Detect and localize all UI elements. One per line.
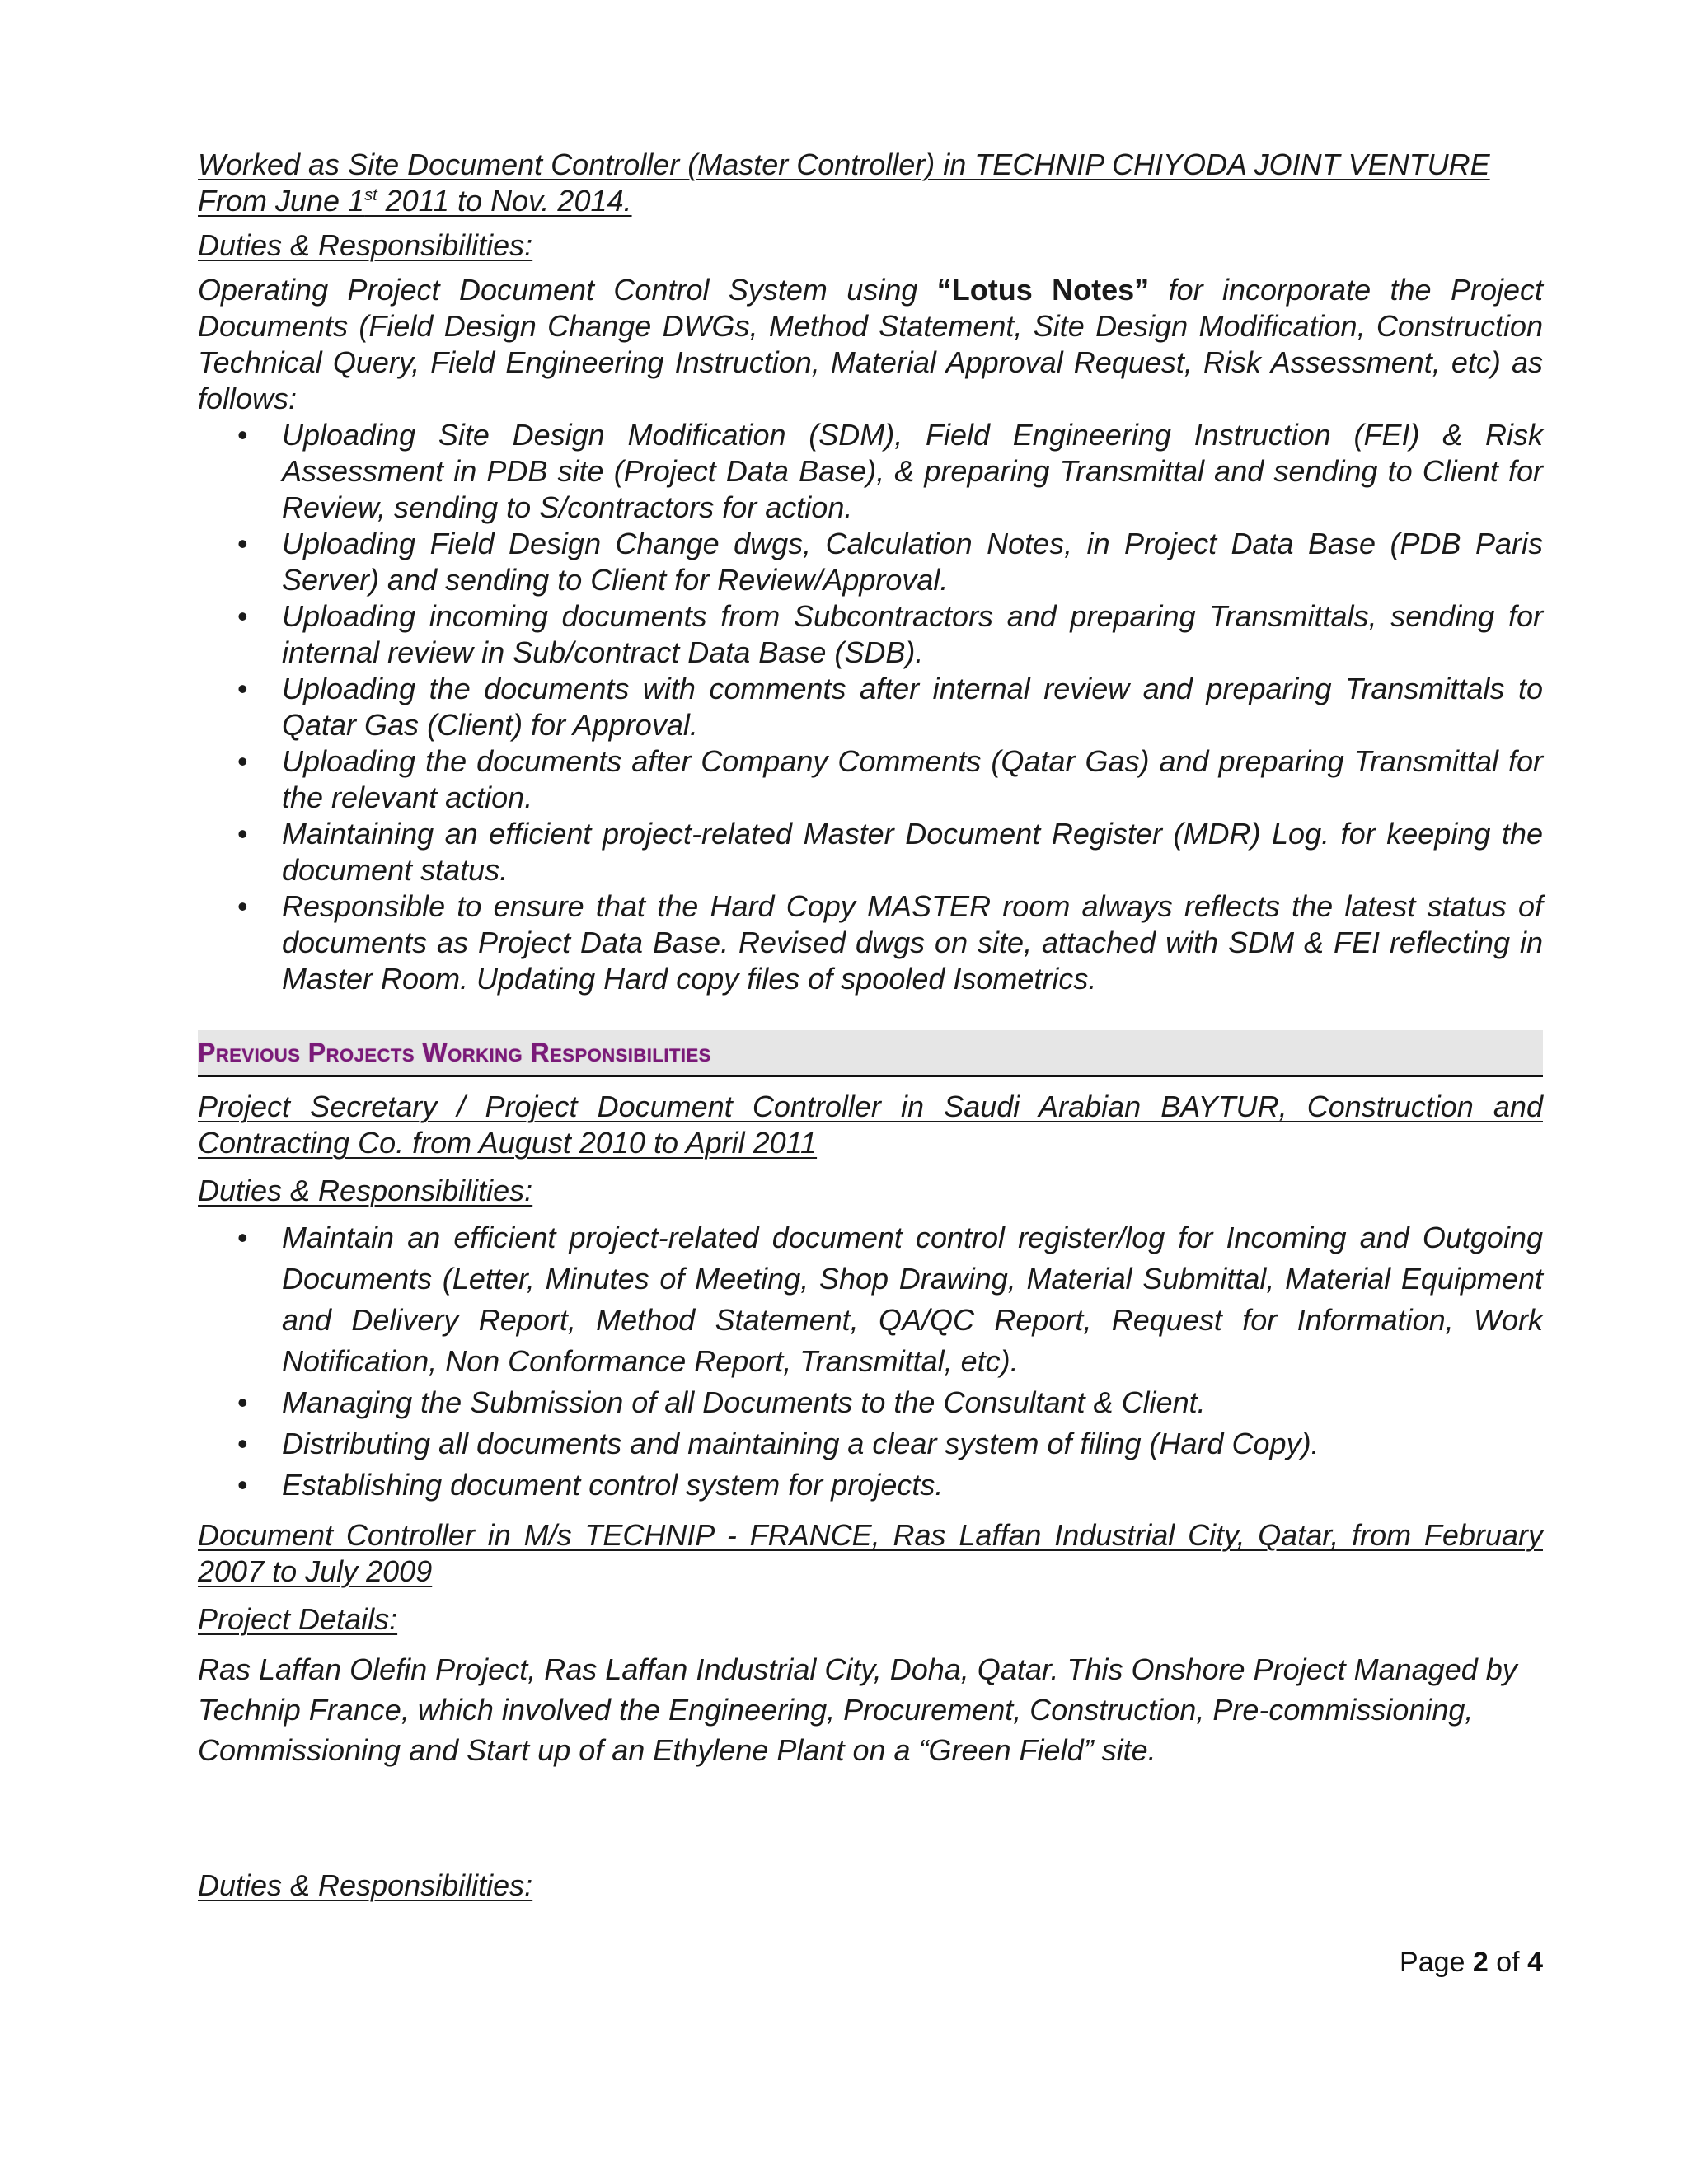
bullet-icon: • (237, 418, 248, 452)
bullet-icon: • (237, 1468, 248, 1502)
list-item (198, 888, 1543, 997)
page-footer (1400, 1947, 1543, 1979)
job1-heading-date-pre: From June 1 (198, 184, 365, 218)
job2-heading: Project Secretary / Project Document Controller in Saudi Arabian BAYTUR, Construction and Contracting Co. from August 2010 to April 2011 (198, 1090, 1543, 1160)
bullet-icon: • (237, 1427, 248, 1460)
list-item (198, 671, 1543, 743)
page-number: 2 (1472, 1947, 1489, 1978)
page-of-label: of (1496, 1947, 1520, 1978)
page-total: 4 (1527, 1947, 1543, 1978)
list-item (198, 1217, 1543, 1382)
bullet-icon: • (237, 889, 248, 923)
job1-heading-line1: Worked as Site Document Controller (Master Controller) in TECHNIP CHIYODA JOINT VENTURE (198, 148, 1490, 181)
job1-heading-date-sup: st (364, 186, 377, 204)
job1-intro-lotus-notes: “Lotus Notes” (936, 273, 1150, 307)
job3-heading: Document Controller in M/s TECHNIP - FRANCE, Ras Laffan Industrial City, Qatar, from February 2007 to July 2009 (198, 1518, 1543, 1588)
list-item-text: Maintain an efficient project-related document control register/log for Incoming and Outgoing Documents (Letter, Minutes of Meeting, Shop Drawing, Material Submittal, Material Equipment and Delivery Report, Method Statement, QA/QC Report, Request for Information, Work Notification, Non Conformance Report, Transmittal, etc). (282, 1221, 1543, 1378)
job3-details-text: Ras Laffan Olefin Project, Ras Laffan Industrial City, Doha, Qatar. This Onshore Project Managed by Technip France, which involved the Engineering, Procurement, Construction, Pre-commissioning, Commissioning and Start up of an Ethylene Plant on a “Green Field” site. (198, 1652, 1517, 1767)
job3-details-label: Project Details: (198, 1602, 398, 1636)
job1-duties-label: Duties & Responsibilities: (198, 228, 533, 262)
list-item (198, 816, 1543, 888)
list-item (198, 1465, 1543, 1506)
job1-bullet-list (198, 417, 1543, 997)
resume-page (198, 147, 1543, 1904)
section-title: Previous Projects Working Responsibilities (198, 1038, 711, 1067)
list-item-text: Responsible to ensure that the Hard Copy MASTER room always reflects the latest status of documents as Project Data Base. Revised dwgs on site, attached with SDM & FEI reflecting in Master Room. Updating Hard copy files of spooled Isometrics. (282, 889, 1543, 996)
list-item-text: Uploading Site Design Modification (SDM), Field Engineering Instruction (FEI) & Risk Assessment in PDB site (Project Data Base), & preparing Transmittal and sending to Client for Review, sending to S/contractors for action. (282, 418, 1543, 524)
bullet-icon: • (237, 744, 248, 778)
list-item (198, 1423, 1543, 1465)
bullet-icon: • (237, 1221, 248, 1254)
list-item-text: Maintaining an efficient project-related Master Document Register (MDR) Log. for keeping the document status. (282, 817, 1543, 887)
list-item (198, 417, 1543, 526)
bullet-icon: • (237, 599, 248, 633)
list-item-text: Establishing document control system for projects. (282, 1468, 944, 1502)
job1-intro-post: for incorporate the Project Documents (Field Design Change DWGs, Method Statement, Site Design Modification, Construction Technical Query, Field Engineering Instruction, Material Approval Request, Risk Assessment, etc) as follows: (198, 273, 1543, 415)
list-item (198, 598, 1543, 671)
bullet-icon: • (237, 817, 248, 851)
list-item (198, 526, 1543, 598)
bullet-icon: • (237, 672, 248, 705)
list-item (198, 743, 1543, 816)
list-item (198, 1382, 1543, 1423)
list-item-text: Distributing all documents and maintaining a clear system of filing (Hard Copy). (282, 1427, 1320, 1460)
page-label: Page (1400, 1947, 1465, 1978)
job2-bullet-list (198, 1217, 1543, 1506)
job2-duties-label: Duties & Responsibilities: (198, 1174, 533, 1207)
job1-heading-line2 (198, 183, 1543, 219)
job3-duties-label: Duties & Responsibilities: (198, 1868, 533, 1902)
job1-heading-date-post: 2011 to Nov. 2014. (377, 184, 632, 218)
bullet-icon: • (237, 527, 248, 560)
list-item-text: Uploading the documents after Company Comments (Qatar Gas) and preparing Transmittal for the relevant action. (282, 744, 1543, 814)
bullet-icon: • (237, 1385, 248, 1419)
list-item-text: Uploading Field Design Change dwgs, Calculation Notes, in Project Data Base (PDB Paris Server) and sending to Client for Review/Approval. (282, 527, 1543, 597)
list-item-text: Uploading incoming documents from Subcontractors and preparing Transmittals, sending for internal review in Sub/contract Data Base (SDB). (282, 599, 1543, 669)
job1-intro (198, 272, 1543, 417)
job1-intro-pre: Operating Project Document Control System using (198, 273, 937, 307)
list-item-text: Uploading the documents with comments after internal review and preparing Transmittals to Qatar Gas (Client) for Approval. (282, 672, 1543, 742)
list-item-text: Managing the Submission of all Documents to the Consultant & Client. (282, 1385, 1206, 1419)
section-header-bar (198, 1030, 1543, 1077)
